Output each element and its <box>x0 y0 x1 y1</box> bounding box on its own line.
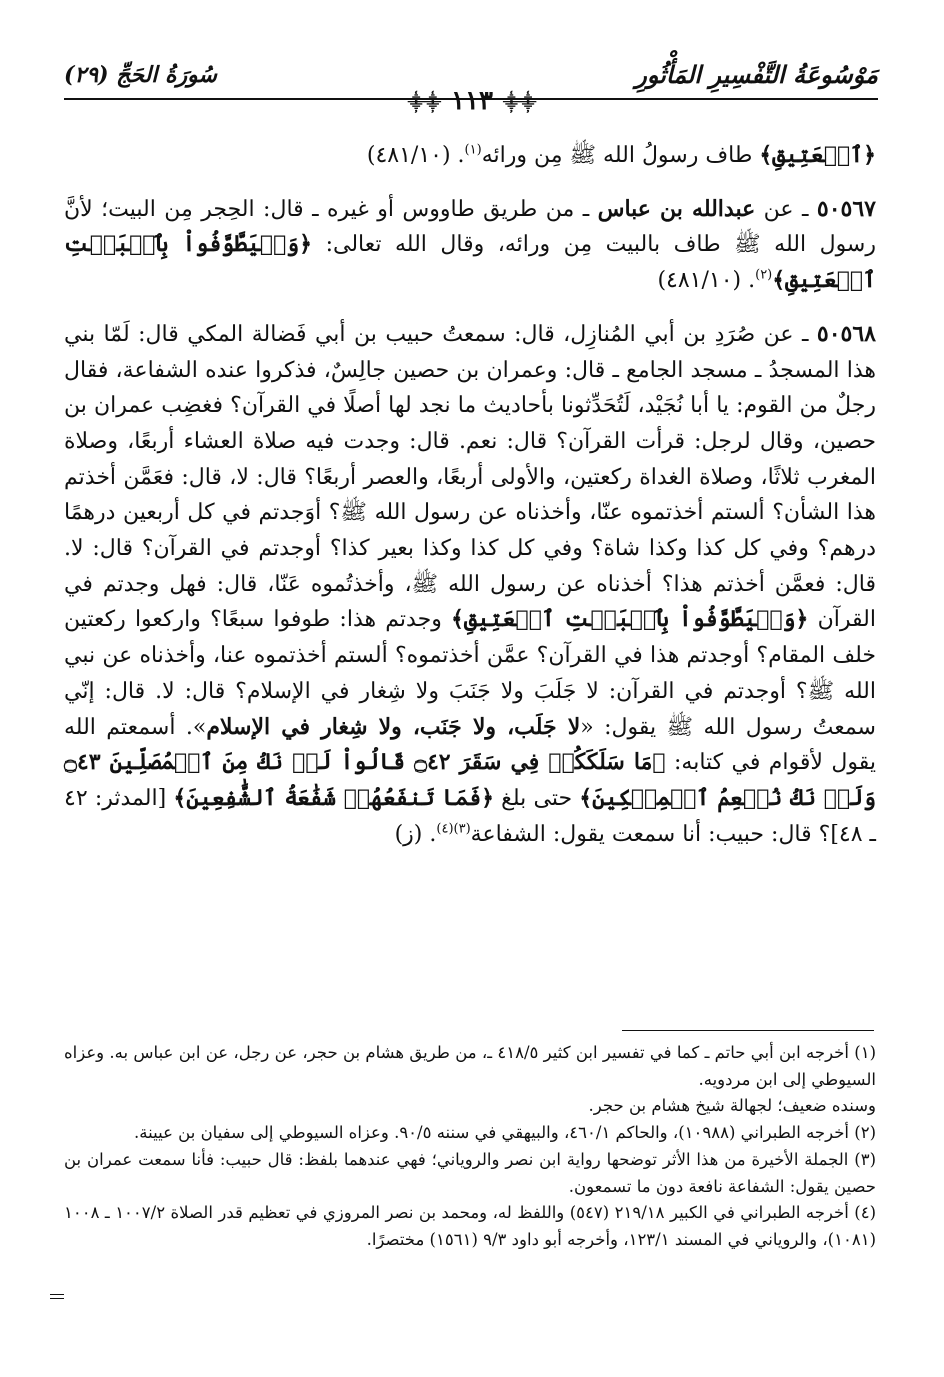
entry-50567 <box>64 192 876 299</box>
entry-text: ـ عن صُرَدِ بن أبي المُنازِل، قال: سمعتُ حبيب بن أبي فَضالة المكي قال: لَمّا بني هذا المسجدُ ـ مسجد الجامع ـ قال: وعمران بن حصين جالِسٌ، فذكروا عنده الشفاعة، فقال رجلٌ من القوم: يا أبا نُجَيْد، لَتُحَدِّثونا بأحاديث ما نجد لها أصلًا في القرآن؟ فغضِب عمران بن حصين، وقال لرجل: قرأت القرآن؟ قال: نعم. قال: وجدت فيه صلاة العشاء أربعًا، وصلاة المغرب ثلاثًا، وصلاة الغداة ركعتين، والأولى أربعًا، والعصر أربعًا؟ قال: لا، قال: فعَمَّن أخذتم هذا الشأن؟ ألستم أخذتموه عنّا، وأخذناه عن رسول الله ﷺ؟ أوَجدتم في كل أربعين درهمًا درهم؟ وفي كل كذا وكذا شاة؟ وفي كل كذا وكذا بعير كذا؟ أوجدتم في القرآن؟ قال: لا. قال: فعمَّن أخذتم هذا؟ أخذناه عن رسول الله ﷺ، وأخذتُموه عَنّا، قال: فهل وجدتم في القرآن <box>64 321 877 633</box>
book-title: مَوْسُوعَةُ التَّفْسِيرِ المَأْثُورِ <box>635 60 878 89</box>
ornament-right-icon: ⸎⸎ <box>502 93 537 112</box>
footnote-1-note: وسنده ضعيف؛ لجهالة شيخ هشام بن حجر. <box>588 1096 876 1116</box>
continuation-paragraph <box>64 138 876 174</box>
footnote-separator <box>622 1030 874 1031</box>
surah-title: سُورَةُ الحَجِّ (٢٩) <box>64 62 217 88</box>
page-number-row <box>0 86 944 116</box>
volume-ref: . (٤٨١/١٠) <box>657 268 756 294</box>
quran-quote: ﴿ٱلۡعَتِيقِ﴾ <box>759 142 876 168</box>
quran-quote: ﴿وَلۡيَطَّوَّفُواْ بِٱلۡبَيۡتِ ٱلۡعَتِيقِ﴾ <box>451 606 809 633</box>
hadith-quote: لا جَلَب، ولا جَنَب، ولا شِغار في الإسلام <box>206 713 581 740</box>
quran-quote: ﴿وَلۡيَطَّوَّفُواْ بِٱلۡبَيۡتِ ٱلۡعَتِيقِ﴾ <box>64 231 876 294</box>
footnote-ref: (١) <box>464 142 482 158</box>
entry-number: ٥٠٥٦٨ <box>816 320 876 347</box>
entry-text: ـ من طريق طاووس أو غيره ـ قال: الحِجر مِن البيت؛ لأنَّ رسول الله ﷺ طاف بالبيت مِن ورائه، وقال الله تعالى: <box>64 196 876 258</box>
footnote-3: (٣) الجملة الأخيرة من هذا الأثر توضحها رواية ابن نصر والروياني؛ فهي عندهما بلفظ: قال حبيب: فأنا سمعت عمران بن حصين يقول: الشفاعة نافعة دون ما تسمعون. <box>64 1149 876 1196</box>
volume-ref: . (٤٨١/١٠) <box>366 143 465 168</box>
footnote-2: (٢) أخرجه الطبراني (١٠٩٨٨)، والحاكم ٤٦٠/١، والبيهقي في سننه ٩٠/٥. وعزاه السيوطي إلى سفيان بن عيينة. <box>134 1123 876 1143</box>
entry-text: [المدثر: ٤٢ ـ ٤٨]؟ قال: حبيب: أنا سمعت يقول: الشفاعة <box>64 785 876 847</box>
quran-quote: ﴿مَا سَلَكَكُمۡ فِي سَقَرَ ۝٤٢ قَالُواْ لَمۡ نَكُ مِنَ ٱلۡمُصَلِّينَ ۝٤٣ وَلَمۡ نَكُ نُطۡعِمُ ٱلۡمِسۡكِينَ﴾ <box>64 749 876 811</box>
entry-text: وجدتم هذا: طوفوا سبعًا؟ واركعوا ركعتين خلف المقام؟ أوجدتم هذا في القرآن؟ عمَّن أخذتموه؟ ألستم أخذتموه عنا، وأخذناه عن نبي الله ﷺ؟ أوجدتم في القرآن: لا جَلَبَ ولا جَنَبَ ولا شِغار في الإسلام؟ قال: لا. قال: إنّي سمعتُ رسول الله ﷺ يقول: « <box>64 607 876 740</box>
entry-text: ـ عن <box>755 196 817 222</box>
entry-text: ». أسمعتم الله يقول لأقوام في كتابه: <box>64 714 876 776</box>
entry-number: ٥٠٥٦٧ <box>816 195 876 222</box>
margin-mark <box>50 1294 64 1299</box>
paragraph-text: طاف رسولُ الله ﷺ مِن ورائه <box>481 143 760 168</box>
ornament-left-icon: ⸎⸎ <box>407 93 442 112</box>
narrator-name: عبدالله بن عباس <box>597 195 756 222</box>
footnote-4: (٤) أخرجه الطبراني في الكبير ٢١٩/١٨ (٥٤٧) واللفظ له، ومحمد بن نصر المروزي في تعظيم قدر الصلاة ١٠٠٧/٢ ـ ١٠٠٨ (١٠٨١)، والروياني في المسند ١٢٣/١، وأخرجه أبو داود ٩/٣ (١٥٦١) مختصرًا. <box>64 1203 877 1249</box>
entry-text: حتى بلغ <box>494 785 580 811</box>
page-number: ١١٣ <box>451 86 493 116</box>
footnotes <box>64 1040 876 1254</box>
source-code: . (ز) <box>394 821 437 847</box>
quran-quote: ﴿فَمَا تَنفَعُهُمۡ شَفَٰعَةُ ٱلشَّٰفِعِينَ﴾ <box>173 784 494 811</box>
main-text <box>64 138 876 852</box>
footnote-1: (١) أخرجه ابن أبي حاتم ـ كما في تفسير ابن كثير ٤١٨/٥ ـ، من طريق هشام بن حجر، عن رجل، عن ابن عباس به. وعزاه السيوطي إلى ابن مردويه. <box>64 1043 876 1089</box>
entry-50568 <box>64 317 876 853</box>
footnote-ref: (٢) <box>755 267 773 283</box>
footnote-ref: (٣)(٤) <box>436 821 471 837</box>
